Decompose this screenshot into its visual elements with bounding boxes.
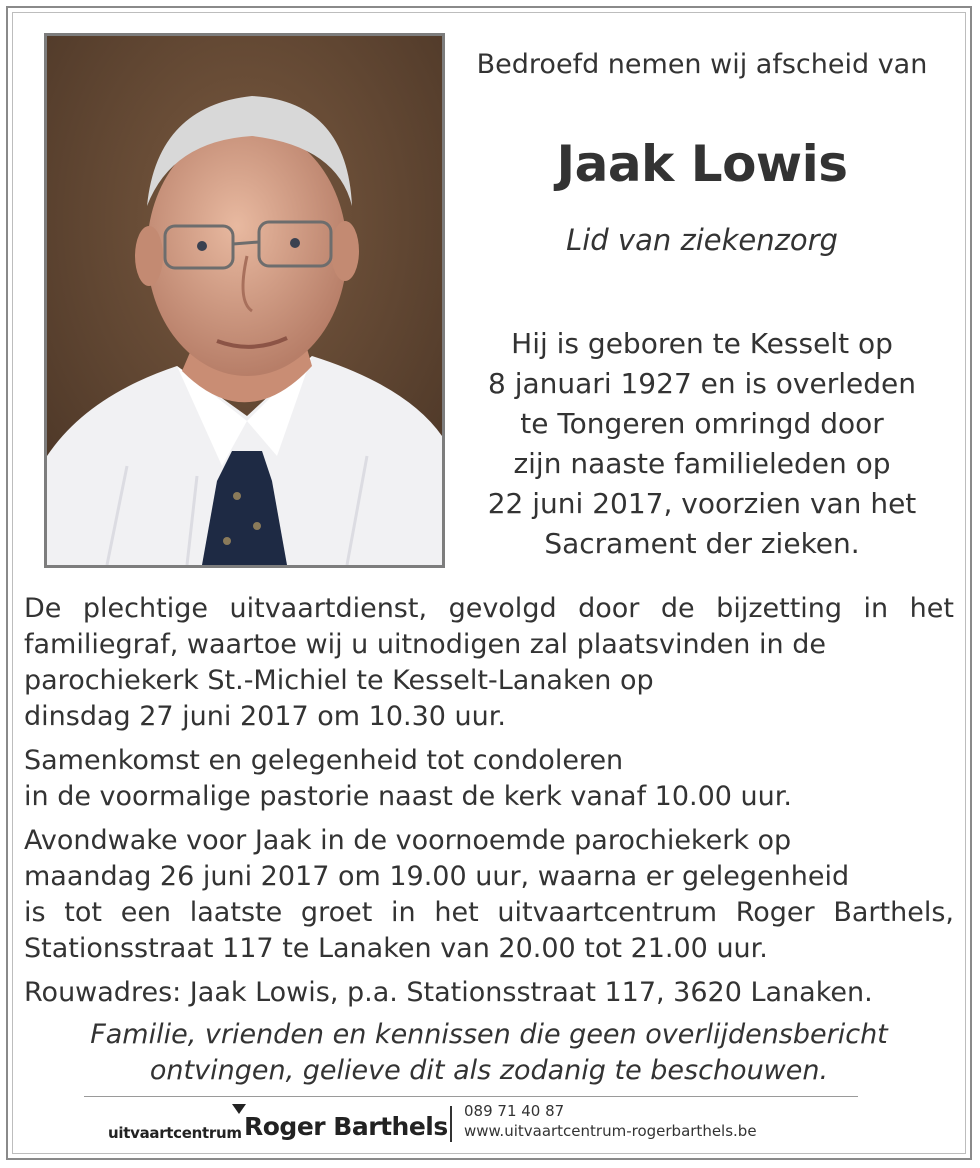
- brand-small-label: uitvaartcentrum: [108, 1124, 242, 1142]
- paragraph-line: parochiekerk St.-Michiel te Kesselt-Lanaken op: [24, 665, 654, 696]
- closing-note: [24, 1017, 954, 1089]
- footer-vertical-divider: [450, 1106, 452, 1142]
- birth-line: zijn naaste familieleden op: [513, 447, 891, 480]
- paragraph-line: Rouwadres: Jaak Lowis, p.a. Stationsstraat 117, 3620 Lanaken.: [24, 977, 873, 1008]
- closing-line: ontvingen, gelieve dit als zodanig te beschouwen.: [149, 1055, 829, 1086]
- paragraph-line: De plechtige uitvaartdienst, gevolgd door de bijzetting in het: [24, 593, 954, 624]
- funeral-service-paragraph: [24, 591, 954, 735]
- birth-line: 8 januari 1927 en is overleden: [488, 367, 916, 400]
- footer-divider: [84, 1096, 858, 1097]
- birth-line: Sacrament der zieken.: [544, 527, 860, 560]
- paragraph-line: familiegraf, waartoe wij u uitnodigen zal plaatsvinden in de: [24, 629, 826, 660]
- brand-name: Roger Barthels: [244, 1112, 448, 1141]
- birth-line: Hij is geboren te Kesselt op: [511, 327, 893, 360]
- birth-death-info: [452, 324, 952, 564]
- paragraph-line: maandag 26 juni 2017 om 19.00 uur, waarna er gelegenheid: [24, 861, 850, 892]
- condolence-paragraph: [24, 743, 954, 815]
- paragraph-line: Avondwake voor Jaak in de voornoemde parochiekerk op: [24, 825, 792, 856]
- birth-line: 22 juni 2017, voorzien van het: [487, 487, 917, 520]
- phone-number: 089 71 40 87: [464, 1102, 565, 1120]
- birth-line: te Tongeren omringd door: [520, 407, 884, 440]
- paragraph-line: Samenkomst en gelegenheid tot condoleren: [24, 745, 624, 776]
- wake-paragraph: [24, 823, 954, 967]
- deceased-role: Lid van ziekenzorg: [566, 223, 838, 257]
- paragraph-line: in de voormalige pastorie naast de kerk vanaf 10.00 uur.: [24, 781, 792, 812]
- deceased-name: Jaak Lowis: [556, 135, 848, 193]
- paragraph-line: dinsdag 27 juni 2017 om 10.30 uur.: [24, 701, 506, 732]
- portrait-image-icon: [47, 36, 442, 565]
- paragraph-line: is tot een laatste groet in het uitvaartcentrum Roger Barthels,: [24, 897, 954, 928]
- mourning-address: [24, 975, 954, 1011]
- intro-text: Bedroefd nemen wij afscheid van: [476, 49, 928, 80]
- paragraph-line: Stationsstraat 117 te Lanaken van 20.00 tot 21.00 uur.: [24, 933, 768, 964]
- closing-line: Familie, vrienden en kennissen die geen overlijdensbericht: [90, 1019, 888, 1050]
- funeral-home-footer: [108, 1102, 828, 1150]
- website-link[interactable]: www.uitvaartcentrum-rogerbarthels.be: [464, 1122, 757, 1140]
- portrait-photo: [44, 33, 445, 568]
